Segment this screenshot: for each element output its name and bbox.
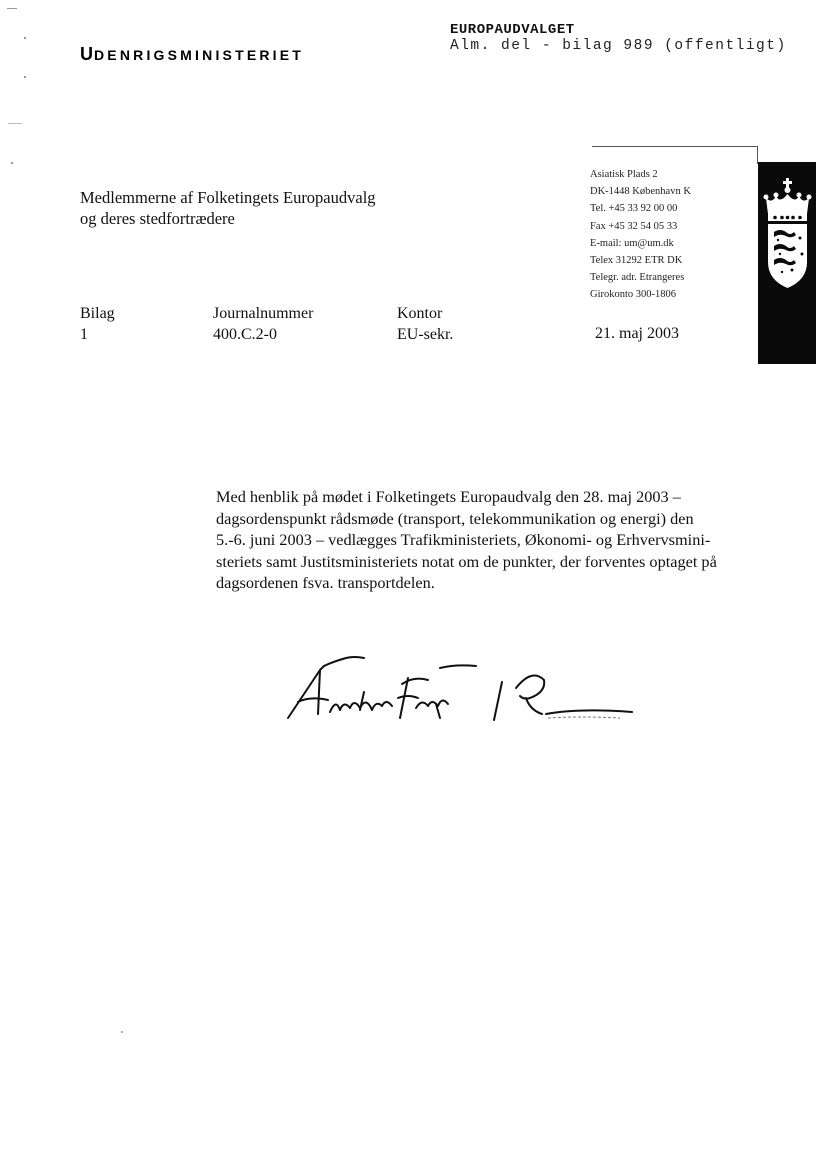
body-line: steriets samt Justitsministeriets notat om de punkter, der forventes optaget på: [216, 551, 717, 571]
ministry-initial: U: [80, 44, 94, 64]
crest-band: [758, 162, 816, 364]
scan-speck: [24, 37, 26, 39]
body-line: dagsordenen fsva. transportdelen.: [216, 573, 435, 592]
bilag-value: 1: [80, 326, 88, 343]
ministry-rest: DENRIGSMINISTERIET: [94, 47, 305, 63]
body-line: dagsordenspunkt rådsmøde (transport, telekommunikation og energi) den: [216, 508, 694, 528]
stamp-subtitle: Alm. del - bilag 989 (offentligt): [450, 38, 787, 54]
kontor-value: EU-sekr.: [397, 326, 454, 343]
scan-speck: [121, 1031, 123, 1033]
journal-value: 400.C.2-0: [213, 326, 277, 343]
address-line: Fax +45 32 54 05 33: [590, 220, 678, 232]
recipient-block: [80, 187, 376, 229]
address-line: Telegr. adr. Etrangeres: [590, 272, 685, 284]
body-line: 5.-6. juni 2003 – vedlægges Trafikministeriets, Økonomi- og Erhvervsmini-: [216, 530, 711, 549]
address-line: Tel. +45 33 92 00 00: [590, 203, 678, 215]
address-block: [590, 166, 691, 304]
journal-label: Journalnummer: [213, 305, 314, 322]
recipient-line-2: og deres stedfortrædere: [80, 209, 235, 228]
body-line: Med henblik på mødet i Folketingets Europaudvalg den 28. maj 2003 –: [216, 487, 681, 506]
kontor-label: Kontor: [397, 305, 443, 322]
handwritten-signature: [280, 648, 640, 728]
letter-date: 21. maj 2003: [595, 325, 679, 342]
stamp-title: EUROPAUDVALGET: [450, 22, 575, 38]
scan-mark: [7, 8, 17, 9]
address-rule: [592, 146, 757, 147]
scan-mark: [8, 123, 22, 124]
address-line: Telex 31292 ETR DK: [590, 255, 683, 267]
letter-body: [216, 486, 776, 594]
bilag-label: Bilag: [80, 305, 115, 322]
scan-speck: [24, 76, 26, 78]
recipient-line-1: Medlemmerne af Folketingets Europaudvalg: [80, 188, 376, 207]
scan-speck: [11, 162, 13, 164]
address-line: Girokonto 300-1806: [590, 289, 677, 301]
address-line: Asiatisk Plads 2: [590, 169, 658, 180]
royal-crest-icon: [762, 176, 814, 294]
ministry-name: [80, 44, 304, 65]
address-line: DK-1448 København K: [590, 186, 691, 198]
address-line: E-mail: um@um.dk: [590, 237, 674, 249]
